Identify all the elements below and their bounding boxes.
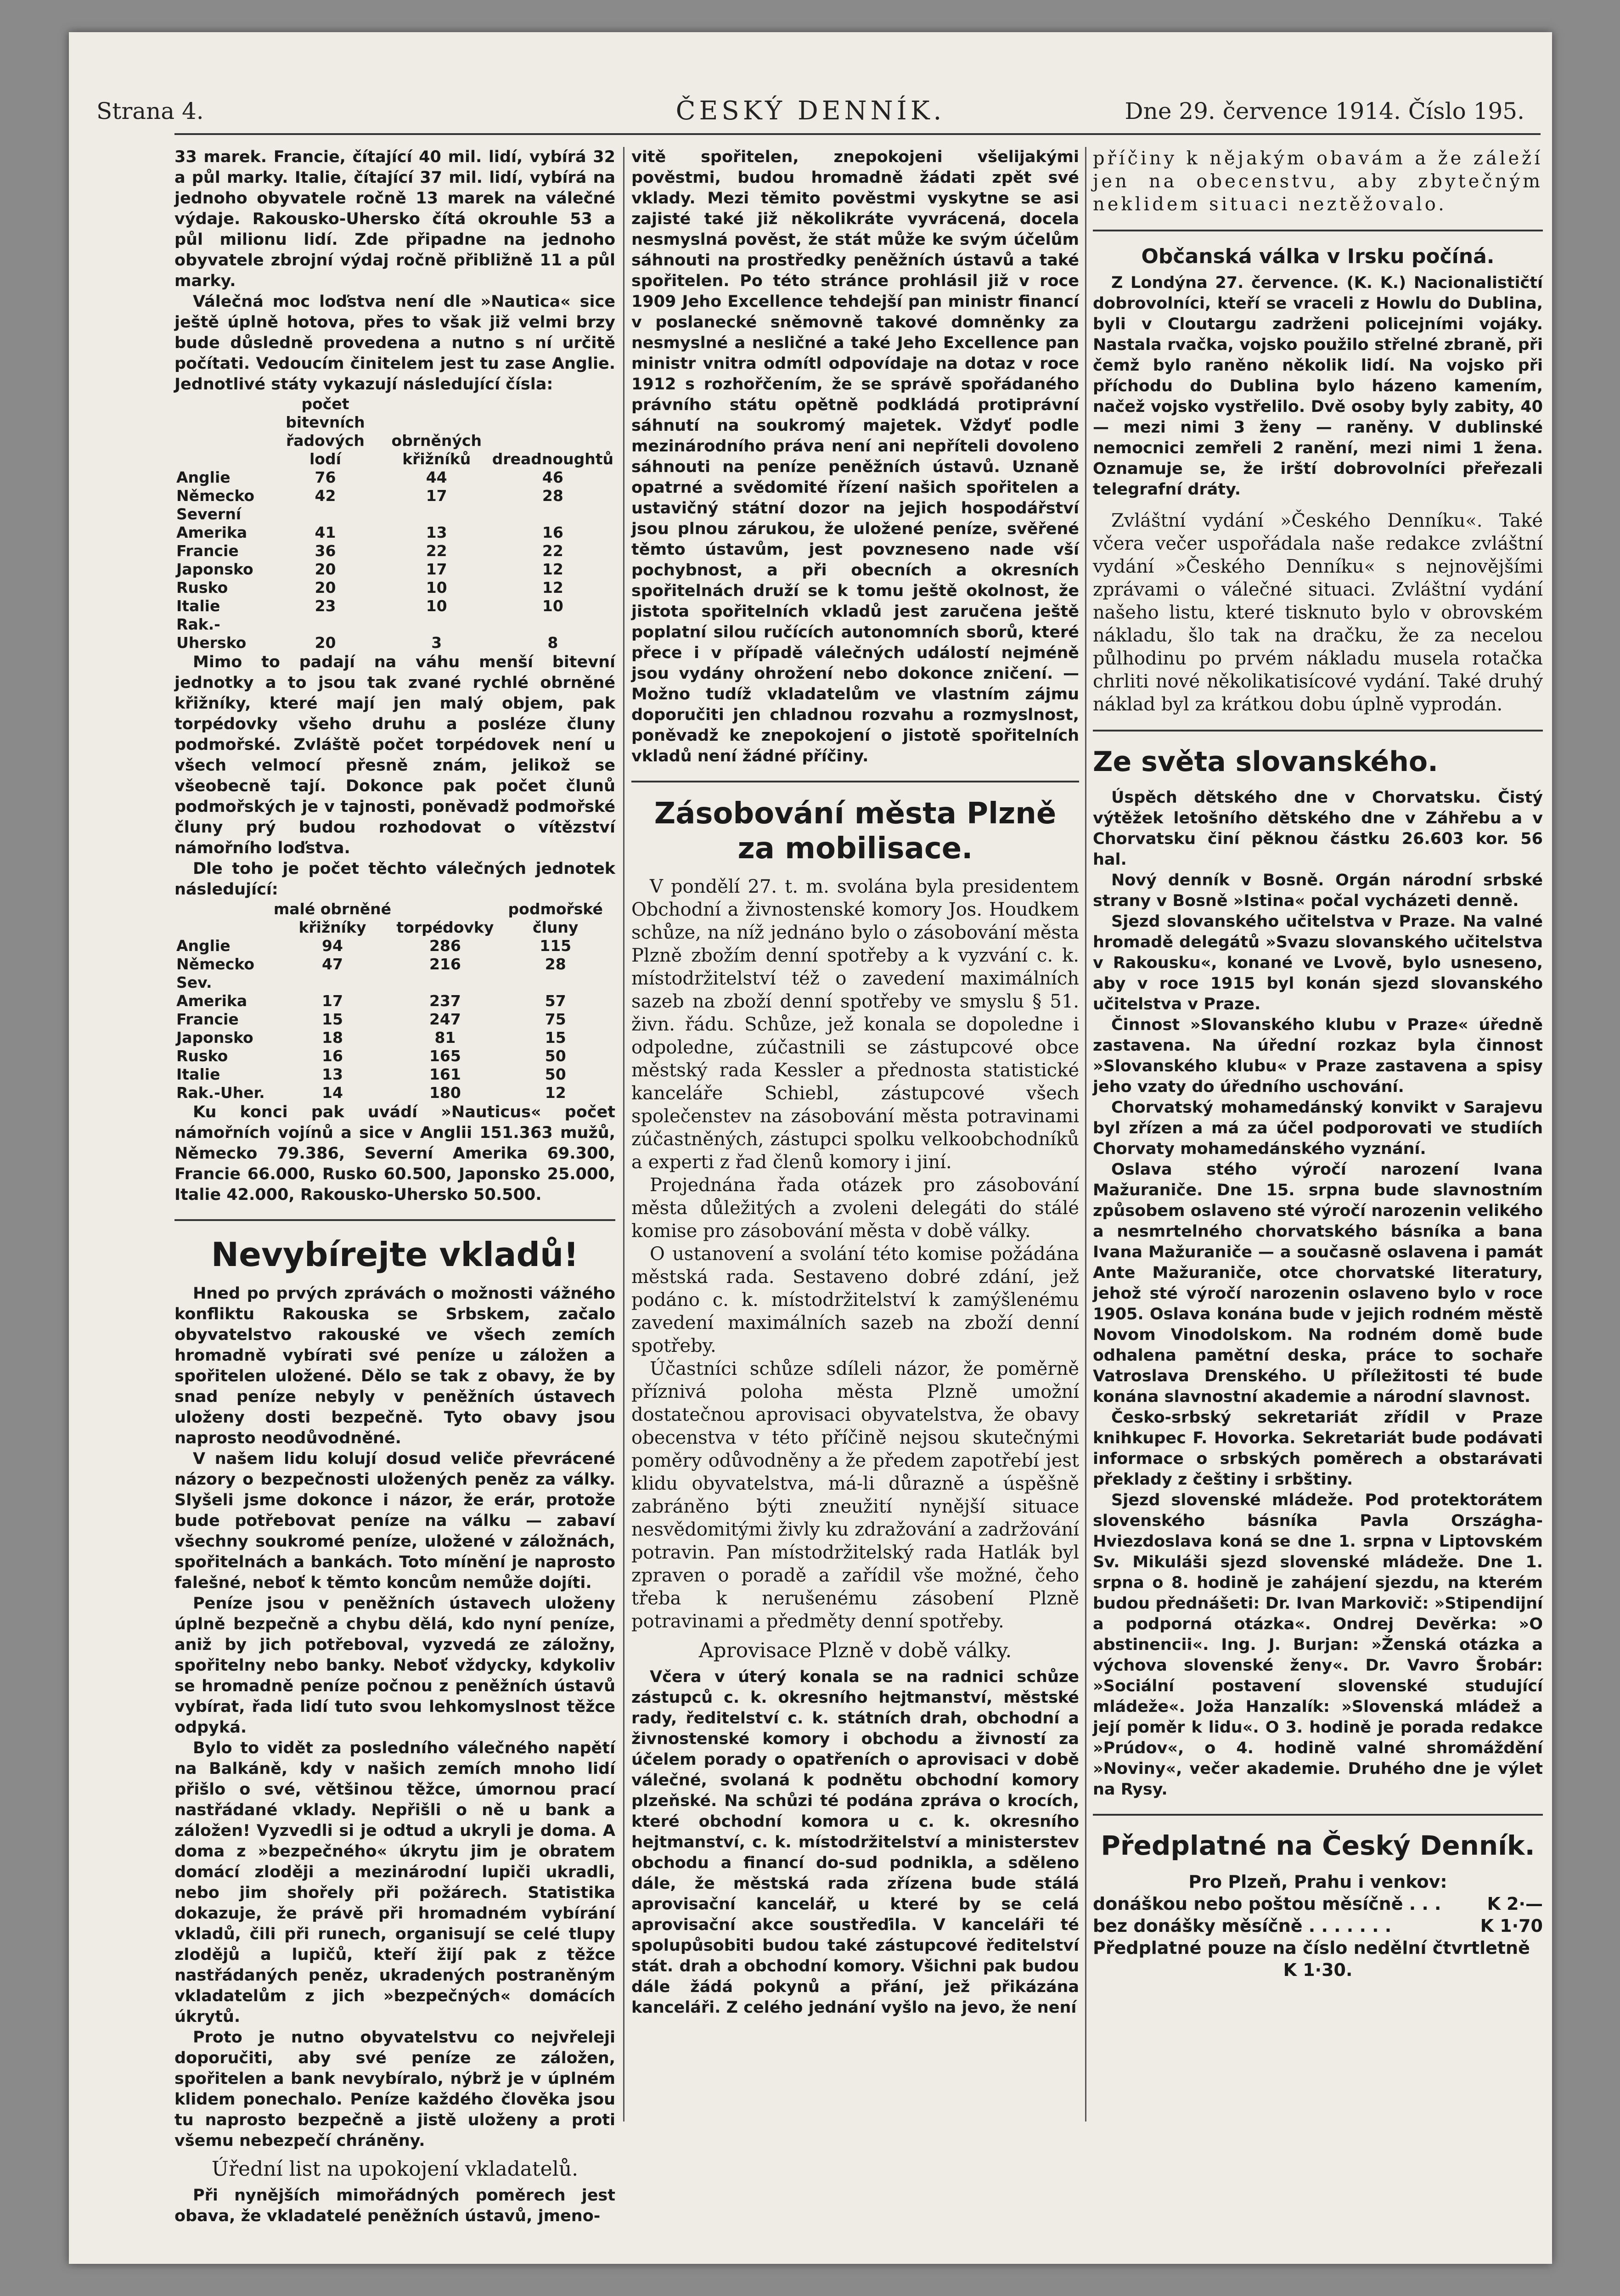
table-header <box>174 395 268 468</box>
table-row <box>174 955 615 974</box>
news-item: Sjezd slovanského učitelstva v Praze. Na valné hromadě delegátů »Svazu slovanského učitelstva v Rakousku«, konané ve Lvově, bylo usneseno, aby v roce 1915 byl konán sjezd slovanského učitelstva v Praze. <box>1093 912 1543 1013</box>
article-text: V našem lidu kolují dosud veliče převrácené názory o bezpečnosti uložených peněz za války. Slyšeli jsme dokonce i názor, že erár, protože bude potřebovat peníze na válku — zabaví všechny soukromé peníze, uložené v záložnách, spořitelnách a bankách. Toto mínění je naprosto falešné, neboť k těmto koncům nemůže dojíti. <box>174 1450 615 1592</box>
table-cell: Italie <box>176 597 220 615</box>
table-cell: 216 <box>429 955 461 973</box>
page-header <box>96 94 1524 131</box>
table-header: obrněných křižníků <box>391 432 482 468</box>
table-cell: Rusko <box>176 1047 228 1065</box>
section-headline: Ze světa slovanského. <box>1093 746 1438 778</box>
section-rule <box>1093 1814 1543 1816</box>
table-cell: Japonsko <box>176 560 253 578</box>
vessels-table <box>174 900 615 1102</box>
table-header: podmořské čluny <box>508 900 603 936</box>
table-row <box>174 974 615 1010</box>
article-subheading: Aprovisace Plzně v době války. <box>698 1639 1012 1662</box>
subscription-box <box>1093 1871 1543 1981</box>
article-text: Při nynějších mimořádných poměrech jest obava, že vkladatelé peněžních ústavů, jmeno- <box>174 2186 615 2225</box>
table-cell: 12 <box>542 579 563 597</box>
article-text: vitě spořitelen, znepokojeni všelijakými pověstmi, budou hromadně žádati zpět své vklady. Mezi těmito pověstmi vyskytne se asi zajisté také již několikráte vyvrácená, docela nesmyslná pověst, že stát může ke svým účelům sáhnouti na prostředky peněžních ústavů a také spořitelen. Po této stránce prohlásil již v roce 1909 Jeho Excellence tehdejší pan ministr financí v poslanecké sněmovně takové domněnky za nesmyslné a nesličné a také Jeho Excellence pan ministr vnitra odmítl odpovídaje na dotaz v roce 1912 s rozhořčením, že se správě spořádaného právního státu opětně podkládá protiprávní sáhnutí na soukromý majetek. Vždyť podle mezinárodního práva není ani nepříteli dovoleno sáhnouti na peníze peněžních ústavů. Uznaně opatrné a svědomité řízení našich spořitelen a ustavičný státní dozor na jejich hospodářství jsou plnou zárukou, že uložené peníze, svěřené těmto ústavům, jest povzneseno nade vší pochybnost, a při obecních a okresních spořitelnách druží se k tomu ještě okolnost, že jistota spořitelních vkladů jest zaručena ještě poplatní silou ručících autonomních sborů, které přece i v případě válečných událostí nejméně jsou vydány ohrožení nebo dokonce zničení. — Možno tudíž vkladatelům ve vlastním zájmu doporučiti jen chladnou rozvahu a rozmyslnost, poněvadž ke znepokojení o jistotě spořitelních vkladů není žádné příčiny. <box>631 148 1079 765</box>
article-text: příčiny k nějakým obavám a že záleží jen na obecenstvu, aby zbytečným neklidem situaci neztěžovalo. <box>1093 148 1543 215</box>
table-header: dreadnoughtů <box>492 450 613 468</box>
article-text: Bylo to vidět za posledního válečného napětí na Balkáně, kdy v našich zemích mnoho lidí přišlo o své, většinou těžce, úmornou prací nastřádané vklady. Nepřišli o ně u bank a záložen! Vyzvedli si je odtud a ukryli je doma. A doma z »bezpečného« úkrytu jim je obratem domácí zloději a mezinárodní lupiči ukradli, nebo jim shořely při požárech. Statistika dokazuje, že právě při hromadném vybírání vkladů, čili při runech, organisují se celé tlupy zlodějů a lupičů, kteří žijí pak z těžce nastřádaných peněz, ukradených postraněným vkladatelům z jich »bezpečných« domácích úkrytů. <box>174 1739 615 2026</box>
table-cell: 42 <box>315 487 336 505</box>
price-value: K 1·30. <box>1283 1960 1353 1980</box>
table-cell: Italie <box>176 1065 220 1083</box>
table-cell: 17 <box>426 560 447 578</box>
table-cell: Severní Amerika <box>176 505 248 541</box>
column-divider <box>1085 147 1086 2122</box>
table-cell: Rusko <box>176 579 228 597</box>
header-rule <box>174 133 1541 135</box>
table-cell: 17 <box>321 992 343 1010</box>
table-cell: 22 <box>542 542 563 560</box>
article-text: V pondělí 27. t. m. svolána byla presidentem Obchodní a živnostenské komory Jos. Houdkem schůze, na níž jednáno bylo o zásobování města Plzně zbožím denní spotřeby a k vyzvání c. k. místodržitelství též o zavedení maximálních sazeb na zboží denní spotřeby ve smyslu § 51. živn. řádu. Schůze, jež konala se dopoledne i odpoledne, zúčastnili se zástupcové obce městský rada Kessler a přednosta statistické kanceláře Schiebl, zástupcové všech společenstev na zásobování města potravinami zúčastněných, zástupci spolku velkoobchodníků a experti z řad členů komory i jiní. <box>631 876 1079 1173</box>
column-2 <box>631 147 1079 2131</box>
table-cell: 13 <box>426 523 447 541</box>
table-row <box>174 937 615 955</box>
article-text: Proto je nutno obyvatelstvu co nejvřeleji doporučiti, aby své peníze ze záložen, spořitelen a bank nevybíralo, nýbrž je v úplném klidem ponechalo. Peníze každého člověka jsou tu naprosto bezpečně a jistě uloženy a proti všemu nebezpečí chráněny. <box>174 2028 615 2150</box>
table-cell: 41 <box>315 523 336 541</box>
table-cell: Anglie <box>176 468 231 486</box>
table-row <box>174 1047 615 1065</box>
table-cell: 237 <box>429 992 461 1010</box>
table-cell: 23 <box>315 597 336 615</box>
price-row: bez donášky měsíčně . . . . . . . K 1·70 <box>1093 1916 1543 1936</box>
table-row <box>174 1084 615 1102</box>
table-cell: 47 <box>321 955 343 973</box>
news-item: Sjezd slovenské mládeže. Pod protektorátem slovenského básníka Pavla Országha-Hviezdoslava koná se dne 1. srpna v Liptovském Sv. Mikuláši sjezd slovenské mládeže. Dne 1. srpna o 8. hodině je zahájení sjezdu, na kterém budou přednášeti: Dr. Ivan Markovič: »Stipendijní a podporná otázka«. Ondrej Devěrka: »O abstinencii«. Ing. J. Burjan: »Ženská otázka a výchova slovenské ženy«. Dr. Vavro Šrobár: »Sociální postavení slovenské studující mládeže«. Joža Hanzalík: »Slovenská mládež a její poměr k lidu«. O 3. hodině je porada redakce »Prúdov«, o 4. hodině valné shromáždění »Noviny«, večer akademie. Druhého dne je výlet na Rysy. <box>1093 1491 1543 1799</box>
table-header: malé obrněné křižníky <box>273 900 392 936</box>
table-row <box>174 505 615 542</box>
article-headline: Občanská válka v Irsku počíná. <box>1141 245 1495 268</box>
article-text: Projednána řada otázek pro zásobování města důležitých a zvoleni delegáti do stálé komise pro zásobování města v době války. <box>631 1175 1079 1242</box>
table-cell: 115 <box>540 937 572 955</box>
article-text: 33 marek. Francie, čítající 40 mil. lidí, vybírá 32 a půl marky. Italie, čítající 37 mil. lidí, vybírá na jednoho obyvatele ročně 13 marek na válečné výdaje. Rakousko-Uhersko čítá okrouhle 53 a půl milionu lidí. Zde připadne na jednoho obyvatele zbrojní výdaj ročně přibližně 11 a půl marky. <box>174 148 615 290</box>
table-cell: 247 <box>429 1010 461 1028</box>
section-rule <box>1093 230 1543 231</box>
table-cell: Rak.-Uhersko <box>176 615 247 652</box>
table-cell: Německo <box>176 955 255 973</box>
table-header: počet bitevních řadových lodí <box>286 395 365 468</box>
column-divider <box>623 147 624 2122</box>
article-text: Válečná moc loďstva není dle »Nautica« sice ještě úplně hotova, přes to však již velmi brzy bude důsledně provedena a nutno s ní určitě počítati. Vedoucím činitelem jest tu zase Anglie. Jednotlivé státy vykazují následující čísla: <box>174 293 615 394</box>
table-cell: 50 <box>545 1065 566 1083</box>
article-text: Hned po prvých zprávách o možnosti vážného konfliktu Rakouska se Srbskem, začalo obyvatelstvo rakouské ve všech zemích hromadně vybírati své peníze u záložen a spořitelen uložené. Dělo se tak z obavy, že by snad peníze nebyly v peněžních ústavech uloženy dosti bezpečně. Tyto obavy jsou naprosto neodůvodněné. <box>174 1284 615 1447</box>
table-cell: 46 <box>542 468 563 486</box>
table-row <box>174 1065 615 1084</box>
table-cell: 50 <box>545 1047 566 1065</box>
table-header: torpédovky <box>396 918 494 936</box>
table-cell: 94 <box>321 937 343 955</box>
article-subheading: Úřední list na upokojení vkladatelů. <box>211 2157 579 2181</box>
table-header <box>174 900 270 937</box>
table-cell: Rak.-Uher. <box>176 1084 265 1102</box>
article-text: Peníze jsou v peněžních ústavech uloženy úplně bezpečně a chybu dělá, kdo nyní peníze, aniž by jich potřeboval, vyzvedá ze záložny, spořitelny nebo banky. Neboť vždycky, kdykoliv se hromadně peníze počnou z peněžních ústavů vybírat, řada lidí tuto svou lehkomyslnost těžce odpyká. <box>174 1594 615 1737</box>
article-text: O ustanovení a svolání této komise požádána městská rada. Sestaveno dobré zdání, jež podáno c. k. místodržitelství k zamýšlenému zavedení maximálních sazeb na zboží denní spotřeby. <box>631 1244 1079 1356</box>
table-row <box>174 1029 615 1047</box>
column-3 <box>1093 147 1543 2131</box>
article-text: Ku konci pak uvádí »Nauticus« počet námořních vojínů a sice v Anglii 151.363 mužů, Německo 79.386, Severní Amerika 69.300, Francie 66.000, Rusko 60.500, Japonsko 25.000, Italie 42.000, Rakousko-Uhersko 50.500. <box>174 1103 615 1204</box>
news-item: Chorvatský mohamedánský konvikt v Sarajevu byl zřízen a má za účel podporovati ve studiích Chorvaty mohamedánského vyznání. <box>1093 1098 1543 1158</box>
article-text: Mimo to padají na váhu menší bitevní jednotky a to jsou tak zvané rychlé obrněné křižníky, které mají jen malý objem, pak torpédovky všeho druhu a posléze čluny podmořské. Zvláště počet torpédovek není u všech velmocí přesně znám, jelikož se všeobecně tají. Dokonce pak počet člunů podmořských je v tajnosti, poněvadž podmořské čluny prý budou rozhodovat o vítězství námořního loďstva. <box>174 653 615 857</box>
issue-date: Dne 29. července 1914. Číslo 195. <box>1125 98 1524 124</box>
table-cell: 75 <box>545 1010 566 1028</box>
table-cell: 286 <box>429 937 461 955</box>
news-item: Úspěch dětského dne v Chorvatsku. Čistý výtěžek letošního dětského dne v Záhřebu a v Chorvatsku činí pěknou částku 26.603 kor. 56 hal. <box>1093 788 1543 869</box>
table-cell: 12 <box>542 560 563 578</box>
table-cell: 165 <box>429 1047 461 1065</box>
table-row <box>174 542 615 560</box>
column-1 <box>174 147 615 2225</box>
table-cell: 15 <box>545 1029 566 1047</box>
table-cell: 10 <box>426 579 447 597</box>
table-cell: 16 <box>321 1047 343 1065</box>
table-row <box>174 1010 615 1029</box>
table-cell: 10 <box>542 597 563 615</box>
table-cell: Sev. Amerika <box>176 974 248 1010</box>
table-cell: 28 <box>545 955 566 973</box>
table-cell: 76 <box>315 468 336 486</box>
table-cell: Německo <box>176 487 255 505</box>
article-text: Zvláštní vydání »Českého Denníku«. Také včera večer uspořádala naše redakce zvláštní vydání »Českého Denníku« s nejnovějšími zprávami o válečné situaci. Zvláštní vydání našeho listu, které tisknuto bylo v obrovském nákladu, šlo tak na dračku, že za necelou půlhodinu po prvém nákladu musela rotačka chrliti nové několikatisícové vydání. Také druhý náklad byl za krátkou dobu úplně vyprodán. <box>1093 510 1543 715</box>
table-row <box>174 615 615 652</box>
table-cell: Francie <box>176 1010 239 1028</box>
table-cell: 22 <box>426 542 447 560</box>
news-item: Česko-srbský sekretariát zřídil v Praze knihkupec F. Hovorka. Sekretariát bude podávati informace o srbských poměrech a obstarávati překlady z češtiny i srbštiny. <box>1093 1408 1543 1489</box>
table-cell: Francie <box>176 542 239 560</box>
table-cell: 20 <box>315 579 336 597</box>
table-row <box>174 597 615 615</box>
table-cell: 18 <box>321 1029 343 1047</box>
article-headline: Zásobování města Plzně za mobilisace. <box>654 797 1057 866</box>
table-cell: 8 <box>547 634 558 652</box>
table-cell: 28 <box>542 487 563 505</box>
table-cell: 16 <box>542 523 563 541</box>
table-cell: 15 <box>321 1010 343 1028</box>
table-cell: 17 <box>426 487 447 505</box>
table-row <box>174 579 615 597</box>
table-cell: 20 <box>315 634 336 652</box>
table-row <box>174 468 615 487</box>
table-cell: 3 <box>431 634 442 652</box>
news-item: Oslava stého výročí narození Ivana Mažuraniče. Dne 15. srpna bude slavnostním způsobem oslaveno sté výročí narozenin velikého a nesmrtelného chorvatského básníka a bana Ivana Mažuraniče — a současně oslavena i památ Ante Mažuraniče, otce chorvatské literatury, jehož sté výročí narozenin oslaveno bylo v roce 1905. Oslava konána bude v jejich rodném městě Novom Vinodolskom. Na rodném domě bude odhalena pamětní deska, práce to sochaře Vatroslava Drenského. U příležitosti té bude konána slavnostní akademie a národní slavnost. <box>1093 1160 1543 1406</box>
article-headline: Nevybírejte vkladů! <box>211 1235 579 1274</box>
section-rule <box>174 1219 615 1221</box>
price-row: donáškou nebo poštou měsíčně . . . K 2·— <box>1093 1894 1543 1914</box>
subscription-headline: Předplatné na Český Denník. <box>1101 1830 1535 1861</box>
article-text: Dle toho je počet těchto válečných jednotek následující: <box>174 860 615 899</box>
article-text: Účastníci schůze sdíleli názor, že poměrně příznivá poloha města Plzně umožní dostatečnou aprovisaci obyvatelstva, že obavy obecenstva v této příčině nejsou skutečnými poměry odůvodněny a že předem zapotřebí jest klidu obyvatelstva, má-li důrazně a úspěšně zabráněno býti zneužití nynější situace nesvědomitými živly ku zdražování a zadržování potravin. Pan místodržitelský rada Hatlák byl zpraven o poradě a zařídil vše možné, čeho třeba k nerušenému zásobení Plzně potravinami a předměty denní spotřeby. <box>631 1358 1079 1632</box>
table-cell: Japonsko <box>176 1029 253 1047</box>
table-cell: 10 <box>426 597 447 615</box>
table-cell: 57 <box>545 992 566 1010</box>
table-cell: Anglie <box>176 937 231 955</box>
price-intro: Pro Plzeň, Prahu i venkov: <box>1188 1872 1447 1892</box>
section-rule <box>631 781 1079 782</box>
navy-table <box>174 395 615 652</box>
table-cell: 81 <box>434 1029 456 1047</box>
masthead: ČESKÝ DENNÍK. <box>675 96 945 126</box>
article-text: Včera v úterý konala se na radnici schůze zástupců c. k. okresního hejtmanství, městské rady, ředitelství c. k. státních drah, obchodní a živnostenské komory i obchodu a živností za účelem porady o opatřeních o aprovisaci v době válečné, svolaná k podnětu obchodní komory plzeňské. Na schůzi té podána zpráva o krocích, které obchodní komora u c. k. okresního hejtmanství, c. k. místodržitelství a ministerstev obchodu a financí do-sud podnikla, a sděleno dále, že městská rada zřízena bude stálá aprovisační kancelář, u které by se celá aprovisační akce soustřeďila. V kanceláři té spolupůsobiti budou také zástupcové ředitelství stát. drah a obchodní komory. Všichni pak budou dále žádá pokynů a přání, jež přikázána kanceláři. Z celého jednání vyšlo na jevo, že není <box>631 1668 1079 2017</box>
table-cell: 14 <box>321 1084 343 1102</box>
table-cell: 13 <box>321 1065 343 1083</box>
table-row <box>174 487 615 505</box>
price-row: Předplatné pouze na číslo nedělní čtvrtletně <box>1093 1938 1530 1958</box>
news-item: Nový denník v Bosně. Orgán národní srbské strany v Bosně »Istina« počal vycházeti denně. <box>1093 871 1543 910</box>
table-cell: 161 <box>429 1065 461 1083</box>
article-text: Z Londýna 27. července. (K. K.) Nacionalističtí dobrovolníci, kteří se vraceli z Howlu do Dublina, byli v Cloutargu zadrženi policejními vojáky. Nastala rvačka, vojsko použilo střelné zbraně, při čemž bylo raněno několik lidí. Na vojsko při příchodu do Dublina bylo házeno kamením, načež vojsko vystřelilo. Dvě osoby byly zabity, 40 — mezi nimi 3 ženy — raněny. V dublinské nemocnici zemřeli 2 ranění, mezi nimi 1 žena. Oznamuje se, že irští dobrovolníci přeřezali telegrafní dráty. <box>1093 274 1543 499</box>
news-item: Činnost »Slovanského klubu v Praze« úředně zastavena. Na úřední rozkaz byla činnost »Slovanského klubu« v Praze zastavena a spisy jeho vzaty do úředního uschování. <box>1093 1016 1543 1096</box>
table-cell: 20 <box>315 560 336 578</box>
table-cell: 12 <box>545 1084 566 1102</box>
table-row <box>174 560 615 579</box>
table-cell: 44 <box>426 468 447 486</box>
section-rule <box>1093 730 1543 732</box>
table-cell: 180 <box>429 1084 461 1102</box>
page-number: Strana 4. <box>96 98 204 124</box>
table-cell: 36 <box>315 542 336 560</box>
